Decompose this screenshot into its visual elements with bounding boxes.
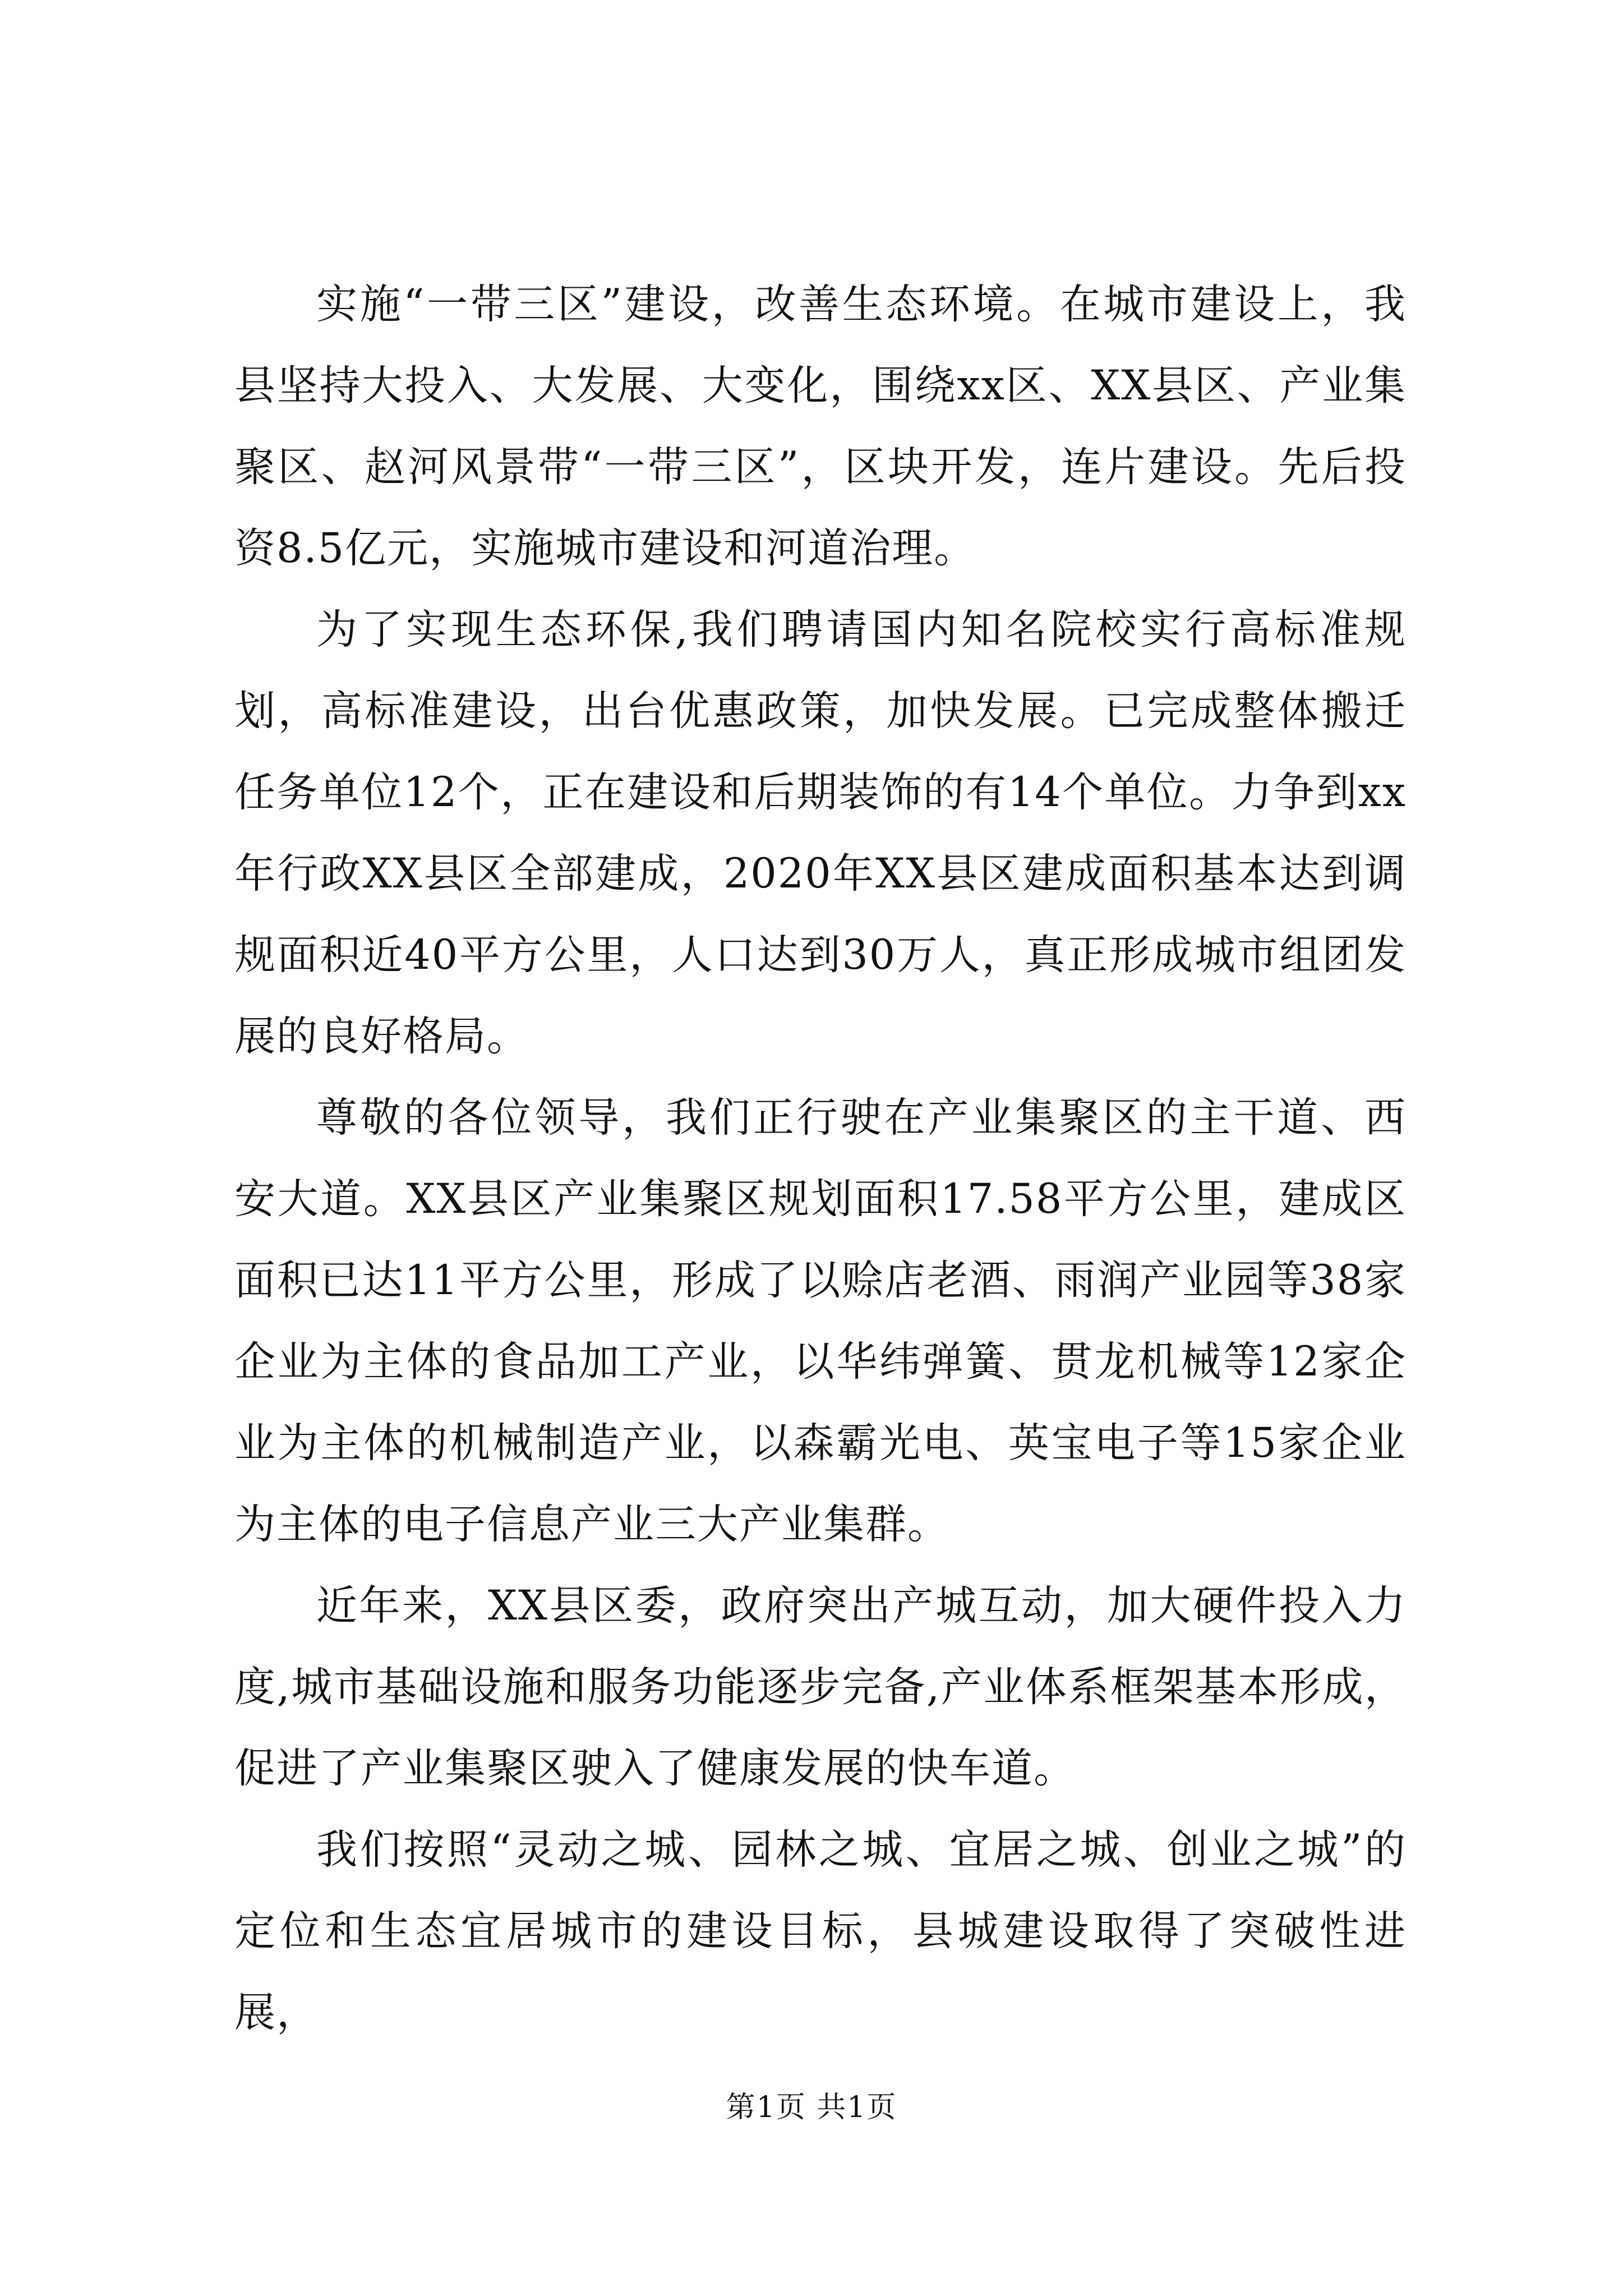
page-footer: 第1页 共1页: [726, 2091, 897, 2124]
paragraph-3: 尊敬的各位领导，我们正行驶在产业集聚区的主干道、西安大道。XX县区产业集聚区规划面积17.58平方公里，建成区面积已达11平方公里，形成了以赊店老酒、雨润产业园等38家企业为主体的食品加工产业，以华纬弹簧、贯龙机械等12家企业为主体的机械制造产业，以森霸光电、英宝电子等15家企业为主体的电子信息产业三大产业集群。: [234, 1094, 1407, 1548]
paragraph-4: 近年来，XX县区委，政府突出产城互动，加大硬件投入力度,城市基础设施和服务功能逐步完备,产业体系框架基本形成，促进了产业集聚区驶入了健康发展的快车道。: [234, 1582, 1407, 1792]
paragraph-1: 实施“一带三区”建设，改善生态环境。在城市建设上，我县坚持大投入、大发展、大变化，围绕xx区、XX县区、产业集聚区、赵河风景带“一带三区”，区块开发，连片建设。先后投资8.5亿元，实施城市建设和河道治理。: [234, 280, 1407, 572]
document-body: [234, 264, 1407, 2053]
paragraph-5: 我们按照“灵动之城、园林之城、宜居之城、创业之城”的定位和生态宜居城市的建设目标，县城建设取得了突破性进展，: [234, 1826, 1407, 2036]
paragraph-2: 为了实现生态环保,我们聘请国内知名院校实行高标准规划，高标准建设，出台优惠政策，加快发展。已完成整体搬迁任务单位12个，正在建设和后期装饰的有14个单位。力争到xx年行政XX县区全部建成，2020年XX县区建成面积基本达到调规面积近40平方公里，人口达到30万人，真正形成城市组团发展的良好格局。: [234, 606, 1407, 1060]
